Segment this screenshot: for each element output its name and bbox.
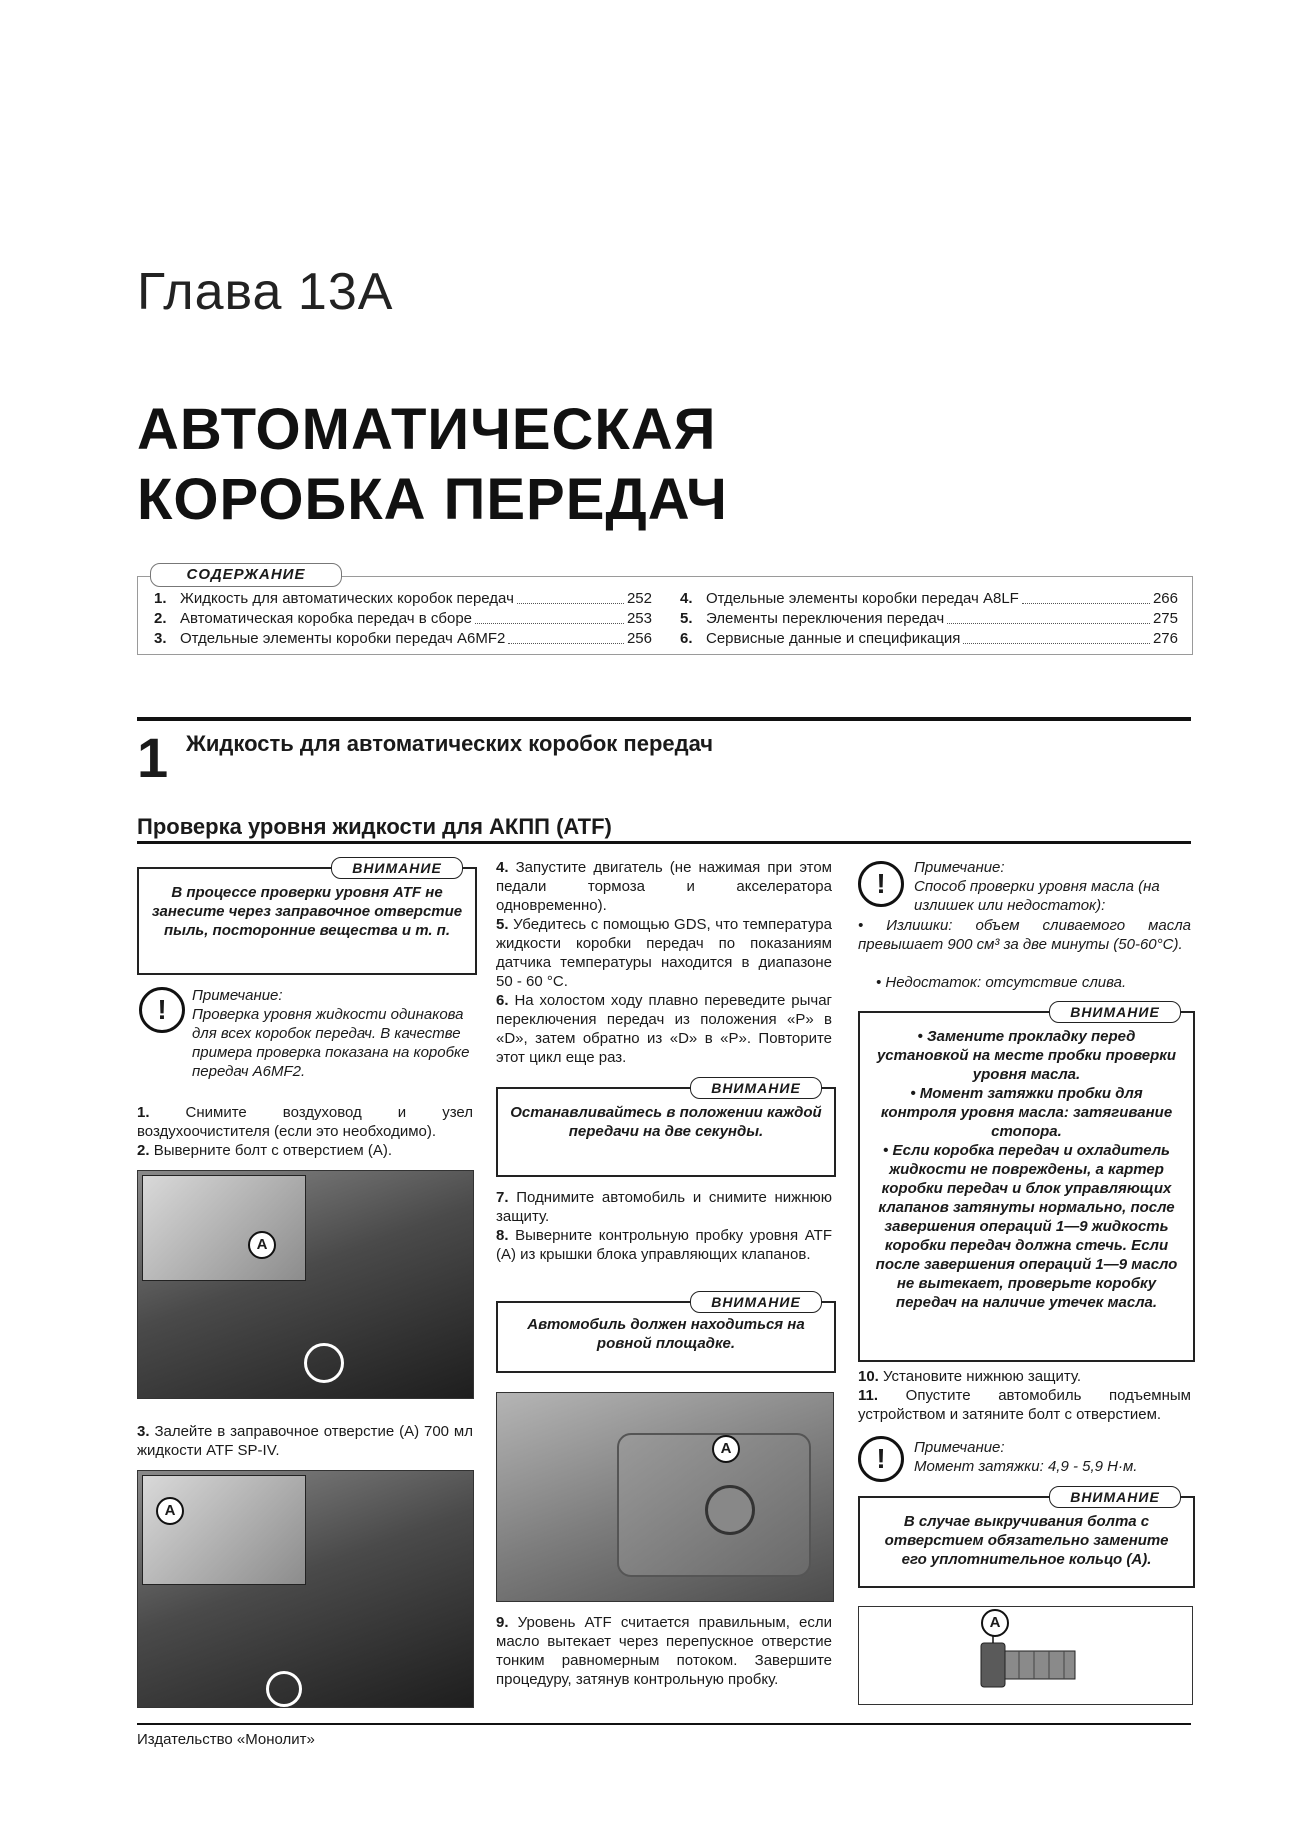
warning-text: В случае выкручивания болта с отверстием обязательно замените его уплотнительное кольцо (A).	[884, 1513, 1169, 1568]
drain-plug	[705, 1485, 755, 1535]
title-line-1: АВТОМАТИЧЕСКАЯ	[137, 397, 717, 462]
section-rule	[137, 717, 1191, 721]
section-number: 1	[137, 726, 169, 789]
callout-a: A	[248, 1231, 276, 1259]
title-line-2: КОРОБКА ПЕРЕДАЧ	[137, 467, 728, 532]
bolt-figure	[858, 1606, 1193, 1705]
step-2: 2. Выверните болт с отверстием (A).	[137, 1142, 392, 1159]
chapter-label: Глава 13А	[137, 263, 394, 321]
warning-text: Автомобиль должен находиться на ровной площадке.	[527, 1316, 805, 1352]
step-5: 5. Убедитесь с помощью GDS, что температура жидкости коробки передач по показаниям датчика температуры находится в диапазоне 50 - 60 °C.	[496, 916, 832, 990]
note-text: Проверка уровня жидкости одинакова для всех коробок передач. В качестве примера проверка показана на коробке передач A6MF2.	[192, 1006, 470, 1080]
warning-text: • Если коробка передач и охладитель жидкости не повреждены, а картер коробки передач и блок управляющих клапанов затянуты нормально, после завершения операций 1—9 жидкость коробки передач должна стечь. Если после завершения операций 1—9 масло не вытекает, проверьте коробку передач на наличие утечек масла.	[875, 1142, 1178, 1311]
warning-text: Останавливайтесь в положении каждой передачи на две секунды.	[510, 1104, 822, 1140]
highlight-circle	[266, 1671, 302, 1707]
subsection-rule	[137, 841, 1191, 844]
highlight-circle	[304, 1343, 344, 1383]
exclamation-icon: !	[858, 1436, 904, 1482]
warning-label: ВНИМАНИЕ	[690, 1077, 822, 1099]
warning-label: ВНИМАНИЕ	[1049, 1001, 1181, 1023]
toc-item[interactable]: 5. Элементы переключения передач 275	[680, 610, 1178, 627]
photo-inset	[142, 1475, 306, 1585]
note-text: • Излишки: объем сливаемого масла превышает 900 см³ за две минуты (50-60°C).	[858, 917, 1191, 953]
warning-box	[858, 1004, 1195, 1362]
publisher: Издательство «Монолит»	[137, 1731, 315, 1748]
warning-text: • Замените прокладку перед установкой на месте пробки проверки уровня масла.	[876, 1028, 1177, 1083]
warning-label: ВНИМАНИЕ	[1049, 1486, 1181, 1508]
toc-item[interactable]: 4. Отдельные элементы коробки передач A8LF 266	[680, 590, 1178, 607]
toc-item[interactable]: 2. Автоматическая коробка передач в сборе 253	[154, 610, 652, 627]
engine-photo-2	[137, 1470, 474, 1708]
toc-item[interactable]: 6. Сервисные данные и спецификация 276	[680, 630, 1178, 647]
toc-column-left	[154, 589, 652, 649]
note-text: • Недостаток: отсутствие слива.	[876, 974, 1127, 991]
note-text: Способ проверки уровня масла (на излишек или недостаток):	[914, 878, 1160, 914]
step-10: 10. Установите нижнюю защиту.	[858, 1368, 1082, 1385]
note-text: Момент затяжки: 4,9 - 5,9 Н·м.	[914, 1458, 1138, 1475]
table-of-contents	[137, 576, 1193, 655]
step-4: 4. Запустите двигатель (не нажимая при этом педали тормоза и акселератора одновременно).	[496, 859, 832, 914]
step-9: 9. Уровень ATF считается правильным, если масло вытекает через перепускное отверстие тонким равномерным потоком. Завершите процедуру, затянув контрольную пробку.	[496, 1614, 832, 1688]
warning-content	[860, 1013, 1193, 1312]
callout-a: A	[981, 1609, 1009, 1637]
warning-box	[496, 1294, 836, 1373]
step-8: 8. Выверните контрольную пробку уровня ATF (A) из крышки блока управляющих клапанов.	[496, 1227, 832, 1263]
subsection-title: Проверка уровня жидкости для АКПП (ATF)	[137, 814, 612, 839]
warning-text: • Момент затяжки пробки для контроля уровня масла: затягивание стопора.	[880, 1085, 1173, 1140]
engine-photo-1	[137, 1170, 474, 1399]
toc-label: СОДЕРЖАНИЕ	[150, 563, 342, 587]
valve-body-photo	[496, 1392, 834, 1602]
note-label: Примечание:	[914, 1439, 1005, 1456]
step-3: 3. Залейте в заправочное отверстие (A) 700 мл жидкости ATF SP-IV.	[137, 1423, 473, 1459]
note-label: Примечание:	[192, 987, 283, 1004]
warning-box	[858, 1489, 1195, 1588]
photo-inset	[142, 1175, 306, 1281]
warning-label: ВНИМАНИЕ	[331, 857, 463, 879]
bolt-illustration	[859, 1607, 1192, 1704]
callout-a: A	[712, 1435, 740, 1463]
warning-label: ВНИМАНИЕ	[690, 1291, 822, 1313]
footer-rule	[137, 1723, 1191, 1725]
toc-item[interactable]: 1. Жидкость для автоматических коробок передач 252	[154, 590, 652, 607]
toc-column-right	[680, 589, 1178, 649]
step-7: 7. Поднимите автомобиль и снимите нижнюю защиту.	[496, 1189, 832, 1225]
callout-a: A	[156, 1497, 184, 1525]
step-11: 11. Опустите автомобиль подъемным устройством и затяните болт с отверстием.	[858, 1387, 1191, 1423]
warning-box	[496, 1080, 836, 1177]
step-6: 6. На холостом ходу плавно переведите рычаг переключения передач из положения «P» в «D», затем обратно из «D» в «P». Повторите этот цикл еще раз.	[496, 992, 833, 1066]
step-1: 1. Снимите воздуховод и узел воздухоочистителя (если это необходимо).	[137, 1104, 473, 1140]
exclamation-icon: !	[858, 861, 904, 907]
warning-box	[137, 860, 477, 975]
exclamation-icon: !	[139, 987, 185, 1033]
note-label: Примечание:	[914, 859, 1005, 876]
section-title: Жидкость для автоматических коробок передач	[186, 731, 714, 756]
page-title	[137, 395, 728, 535]
warning-text: В процессе проверки уровня ATF не занесите через заправочное отверстие пыль, посторонние вещества и т. п.	[151, 884, 463, 939]
toc-item[interactable]: 3. Отдельные элементы коробки передач A6MF2 256	[154, 630, 652, 647]
